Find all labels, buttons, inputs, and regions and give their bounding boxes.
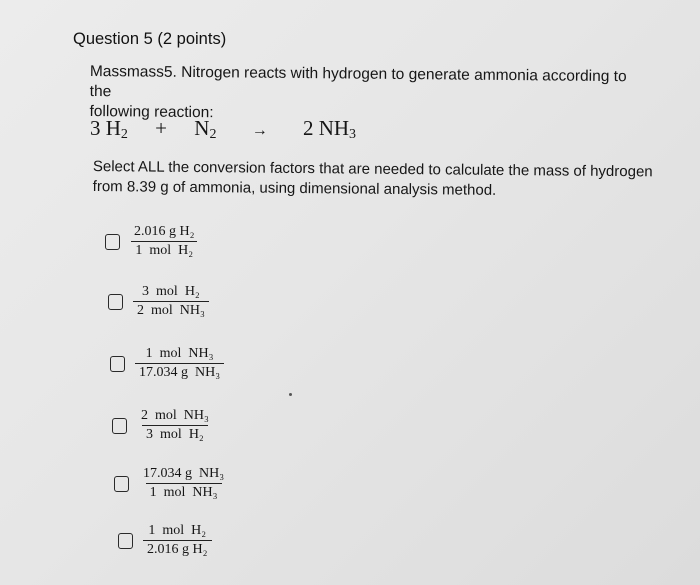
- option-1-fraction: [130, 224, 199, 259]
- option-5-checkbox[interactable]: [114, 476, 129, 492]
- chemical-equation: [90, 116, 356, 143]
- option-3[interactable]: [110, 346, 224, 381]
- option-5-denominator: 1 mol NH₃: [146, 483, 222, 501]
- option-4[interactable]: [112, 408, 213, 443]
- reactant-nitrogen-text: N: [194, 116, 210, 140]
- option-2-checkbox[interactable]: [108, 294, 123, 310]
- question-title: Question 5: [73, 30, 153, 48]
- product-ammonia-text: 2 NH: [302, 116, 350, 140]
- option-6-denominator: 2.016 g H₂: [143, 540, 212, 558]
- option-4-fraction: [137, 408, 213, 443]
- reactant-hydrogen-text: 3 H: [90, 116, 121, 140]
- option-4-numerator: 2 mol NH₃: [141, 408, 209, 423]
- option-2[interactable]: [108, 284, 209, 319]
- stray-dot: [289, 393, 292, 396]
- reactant-nitrogen-sub: 2: [209, 127, 217, 142]
- reactant-hydrogen: [90, 116, 128, 143]
- option-1-denominator: 1 mol H₂: [131, 241, 197, 259]
- option-1[interactable]: [105, 224, 199, 259]
- option-5-fraction: [139, 466, 228, 501]
- option-3-numerator: 1 mol NH₃: [145, 346, 214, 361]
- question-points: (2 points): [157, 30, 227, 48]
- option-5[interactable]: [114, 466, 228, 501]
- option-2-fraction: [133, 284, 209, 319]
- option-3-fraction: [135, 346, 224, 381]
- option-3-checkbox[interactable]: [110, 356, 125, 372]
- question-header: [73, 30, 226, 49]
- option-2-numerator: 3 mol H₂: [142, 284, 200, 299]
- option-6-checkbox[interactable]: [118, 533, 133, 549]
- plus-sign: +: [155, 116, 168, 140]
- product-ammonia-sub: 3: [349, 127, 357, 142]
- reaction-arrow: →: [251, 122, 268, 139]
- option-6[interactable]: [118, 523, 212, 558]
- reactant-hydrogen-sub: 2: [120, 127, 128, 142]
- instruction-line-2: from 8.39 g of ammonia, using dimensional analysis method.: [92, 177, 497, 199]
- option-6-fraction: [143, 523, 212, 558]
- instruction-line-1: Select ALL the conversion factors that are needed to calculate the mass of hydrogen: [92, 157, 653, 181]
- option-4-denominator: 3 mol H₂: [142, 425, 208, 443]
- option-4-checkbox[interactable]: [112, 418, 127, 434]
- product-ammonia: [303, 116, 356, 143]
- option-2-denominator: 2 mol NH₃: [133, 301, 209, 319]
- instruction: [93, 157, 653, 202]
- option-3-denominator: 17.034 g NH₃: [135, 363, 224, 381]
- prompt-line-2: following reaction:: [89, 102, 214, 122]
- option-1-numerator: 2.016 g H₂: [134, 224, 195, 239]
- option-6-numerator: 1 mol H₂: [148, 523, 207, 538]
- prompt-line-1: Massmass5. Nitrogen reacts with hydrogen to generate ammonia according to the: [89, 62, 627, 101]
- reactant-nitrogen: [194, 116, 216, 143]
- option-5-numerator: 17.034 g NH₃: [143, 466, 225, 481]
- option-1-checkbox[interactable]: [105, 234, 120, 250]
